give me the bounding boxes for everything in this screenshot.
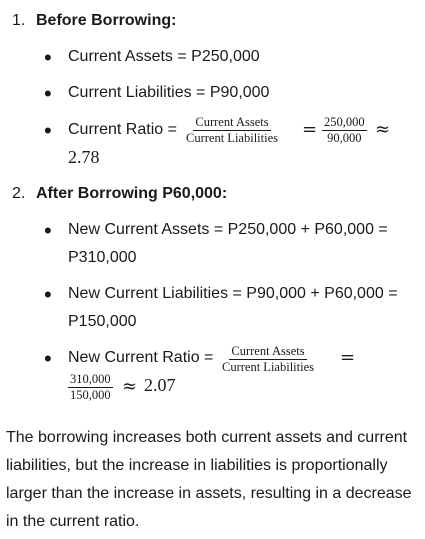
- fraction-denominator: 150,000: [70, 388, 111, 402]
- section-1-number: 1.: [12, 12, 26, 29]
- fraction-denominator: Current Liabilities: [222, 360, 314, 374]
- approx-sign: ≈: [375, 119, 391, 140]
- fraction-numerator: Current Assets: [195, 115, 269, 129]
- bullet-marker: •: [44, 118, 52, 143]
- approx-sign: ≈: [122, 376, 138, 397]
- current-assets-line: Current Assets = P250,000: [68, 48, 260, 65]
- bullet-marker: •: [44, 282, 52, 307]
- ratio-value-fraction: [322, 116, 367, 145]
- equals-sign: =: [302, 119, 318, 140]
- fraction-numerator: 310,000: [70, 372, 111, 386]
- bullet-marker: •: [44, 218, 52, 243]
- fraction-numerator: Current Assets: [231, 344, 305, 358]
- new-current-assets-line-2: P310,000: [68, 249, 137, 266]
- conclusion-paragraph: The borrowing increases both current assets and current liabilities, but the increase in liabilities is proportionally larger than the increase in assets, resulting in a decrease in the current ratio.: [6, 429, 412, 530]
- ratio-formula-fraction: [184, 116, 280, 145]
- bullet-marker: •: [44, 45, 52, 70]
- bullet-marker: •: [44, 81, 52, 106]
- equals-sign: =: [340, 347, 356, 368]
- current-liabilities-line: Current Liabilities = P90,000: [68, 84, 270, 101]
- current-ratio-label: Current Ratio =: [68, 121, 177, 138]
- ratio-formula-fraction: [220, 345, 316, 374]
- fraction-denominator: Current Liabilities: [186, 131, 278, 145]
- fraction-denominator: 90,000: [327, 131, 362, 145]
- new-current-liabilities-line-2: P150,000: [68, 313, 137, 330]
- new-current-liabilities-line-1: New Current Liabilities = P90,000 + P60,000 =: [68, 285, 398, 302]
- fraction-numerator: 250,000: [324, 115, 365, 129]
- ratio-value-fraction: [68, 373, 113, 402]
- ratio-result: 2.78: [68, 147, 100, 167]
- bullet-marker: •: [44, 346, 52, 371]
- new-current-ratio-label: New Current Ratio =: [68, 349, 214, 366]
- new-current-assets-line-1: New Current Assets = P250,000 + P60,000 =: [68, 221, 388, 238]
- section-2-title: After Borrowing P60,000:: [36, 185, 228, 202]
- section-2-number: 2.: [12, 185, 26, 202]
- ratio-result: 2.07: [144, 375, 176, 395]
- section-1-title: Before Borrowing:: [36, 12, 177, 29]
